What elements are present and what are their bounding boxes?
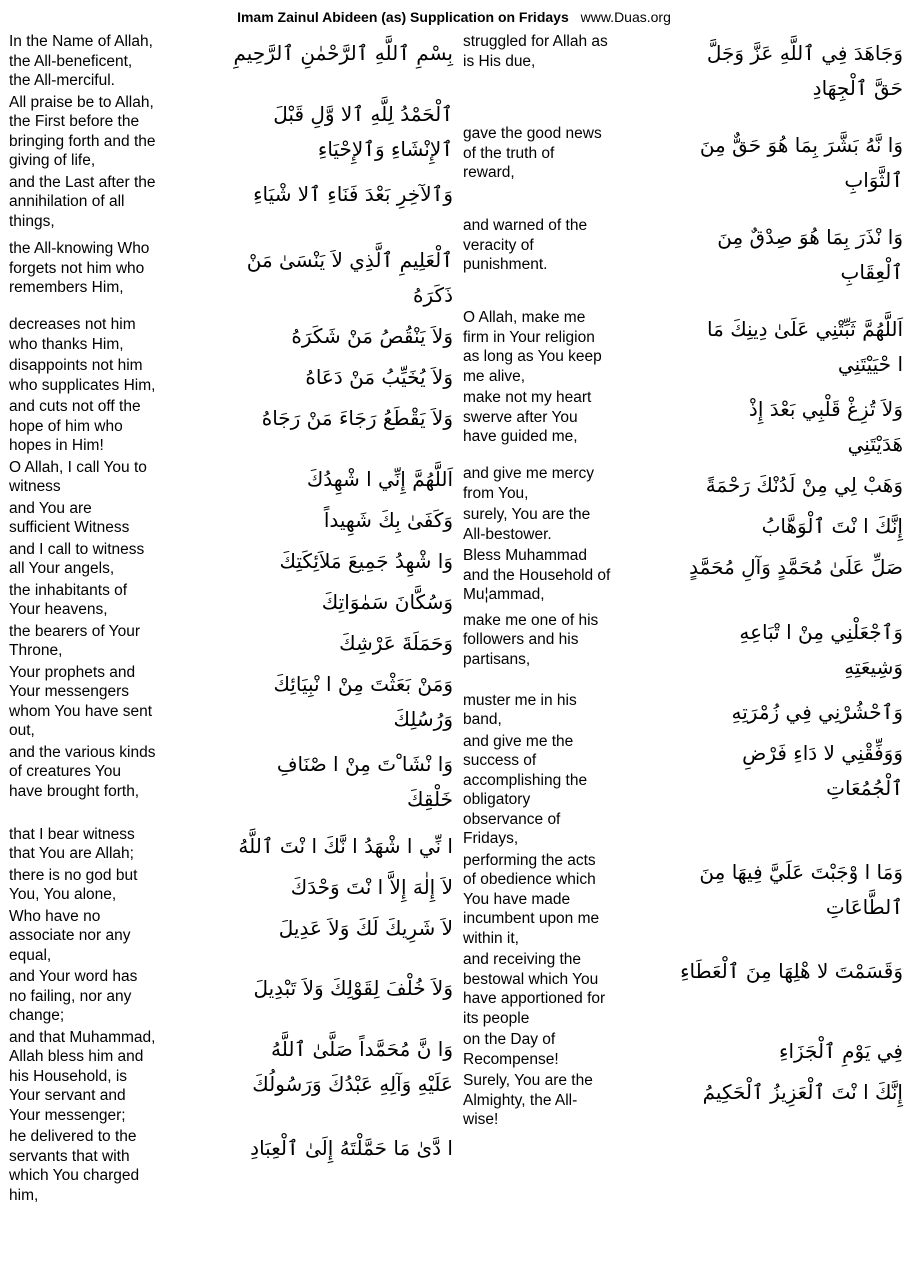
english-translation: and that Muhammad, Allah bless him and his Household, is Your servant and Your messenger;: [9, 1028, 156, 1124]
left-column: [9, 32, 453, 1207]
english-translation: O Allah, make me firm in Your religion as long as You keep me alive,: [463, 309, 602, 385]
english-translation: muster me in his band,: [463, 691, 577, 728]
english-translation: Your prophets and Your messengers whom You have sent out,: [9, 663, 153, 739]
english-translation: surely, You are the All-bestower.: [463, 506, 591, 543]
supplication-row: [463, 1030, 903, 1069]
arabic-text: بِسْمِ ٱللَّهِ ٱلرَّحْمٰنِ ٱلرَّحِيمِ: [233, 41, 453, 65]
english-translation: and cuts not off the hope of him who hopes in Him!: [9, 398, 141, 454]
supplication-row: [463, 216, 903, 290]
english-translation: disappoints not him who supplicates Him,: [9, 357, 156, 394]
arabic-text: لاَ شَرِيكَ لَكَ وَلاَ عَدِيلَ: [278, 915, 453, 940]
english-translation: gave the good news of the truth of reward,: [463, 125, 602, 181]
arabic-text: إِنَّكَ ا نْتَ ٱلْعَزِيزُ ٱلْحَكِيمُ: [702, 1080, 903, 1104]
supplication-row: [9, 907, 453, 966]
page-title: Imam Zainul Abideen (as) Supplication on Fridays: [237, 9, 569, 25]
arabic-text: اَللَّهُمَّ إِنِّي ا شْهِدُكَ: [306, 466, 453, 491]
english-translation: and the Last after the annihilation of all things,: [9, 173, 156, 230]
english-translation: on the Day of Recompense!: [463, 1031, 559, 1068]
supplication-row: [9, 663, 453, 741]
supplication-row: [9, 397, 453, 456]
english-translation: O Allah, I call You to witness: [9, 458, 147, 495]
arabic-text: وَكَفَىٰ بِكَ شَهِيداً: [323, 507, 453, 532]
arabic-text: وَمَنْ بَعَثْتَ مِنْ ا نْبِيَائِكَ وَرُسُلِكَ: [273, 671, 453, 731]
english-translation: In the Name of Allah, the All-beneficent, the All-merciful.: [9, 33, 153, 89]
english-translation: and give me the success of accomplishing the obligatory observance of Fridays,: [463, 732, 588, 847]
supplication-row: [463, 732, 903, 849]
supplication-row: [9, 458, 453, 497]
english-translation: struggled for Allah as is His due,: [463, 33, 608, 70]
arabic-text: وَلاَ يَنْقُصُ مَنْ شَكَرَهُ: [291, 324, 453, 348]
arabic-text: وَسُكَّانَ سَمٰوَاتِكَ: [321, 589, 453, 614]
arabic-text: ٱلْعَلِيمِ ٱلَّذِي لاَ يَنْسَىٰ مَنْ ذَكَرَهُ: [246, 248, 453, 307]
english-translation: performing the acts of obedience which You have made incumbent upon me within it,: [463, 851, 600, 947]
supplication-row: [9, 1028, 453, 1126]
arabic-text: ٱلْحَمْدُ لِلَّهِ ٱلا وَّلِ قَبْلَ ٱلإِنْشَاءِ وَٱلإِحْيَاءِ: [273, 101, 453, 161]
arabic-text: وَٱلآخِرِ بَعْدَ فَنَاءِ ٱلا شْيَاءِ: [253, 181, 453, 206]
supplication-row: [463, 505, 903, 544]
english-translation: and Your word has no failing, nor any change;: [9, 968, 138, 1024]
english-translation: and receiving the bestowal which You have apportioned for its people: [463, 951, 606, 1027]
english-translation: and You are sufficient Witness: [9, 499, 130, 536]
arabic-text: لاَ إِلٰهَ إِلاَّ ا نْتَ وَحْدَكَ: [290, 874, 453, 899]
arabic-text: وَمَا ا وْجَبْتَ عَلَيَّ فِيهَا مِنَ ٱلطَّاعَاتِ: [699, 859, 903, 919]
arabic-text: وَٱحْشُرْنِي فِي زُمْرَتِهِ: [731, 699, 903, 724]
arabic-text: اَللَّهُمَّ ثَبِّتْنِي عَلَىٰ دِينِكَ مَا ا حْيَيْتَنِي: [707, 317, 903, 376]
supplication-row: [9, 967, 453, 1026]
english-translation: and give me mercy from You,: [463, 465, 594, 502]
supplication-row: [9, 315, 453, 354]
english-translation: Surely, You are the Almighty, the All- wise!: [463, 1072, 593, 1128]
supplication-row: [9, 622, 453, 661]
english-translation: Who have no associate nor any equal,: [9, 907, 131, 964]
arabic-text: صَلِّ عَلَىٰ مُحَمَّدٍ وَآلِ مُحَمَّدٍ: [689, 555, 903, 579]
english-translation: and the various kinds of creatures You have brought forth,: [9, 743, 156, 800]
arabic-text: وَجَاهَدَ فِي ٱللَّهِ عَزَّ وَجَلَّ حَقَّ ٱلْجِهَادِ: [706, 41, 903, 100]
english-translation: he delivered to the servants that with which You charged him,: [9, 1128, 140, 1204]
supplication-row: [9, 540, 453, 579]
english-translation: All praise be to Allah, the First before the bringing forth and the giving of life,: [9, 93, 156, 169]
arabic-text: وَا نَّ مُحَمَّداً صَلَّىٰ ٱللَّهُ عَلَيْهِ وَآلِهِ عَبْدُكَ وَرَسُولُكَ: [252, 1036, 453, 1096]
supplication-row: [9, 356, 453, 395]
supplication-row: [463, 691, 903, 730]
arabic-text: وَٱجْعَلْنِي مِنْ ا تْبَاعِهِ وَشِيعَتِهِ: [739, 619, 903, 679]
supplication-row: [463, 950, 903, 1028]
english-translation: the All-knowing Who forgets not him who remembers Him,: [9, 240, 150, 296]
supplication-row: [463, 308, 903, 386]
arabic-text: وَا نْذَرَ بِمَا هُوَ صِدْقٌ مِنَ ٱلْعِقَابِ: [717, 225, 903, 284]
arabic-text: فِي يَوْمِ ٱلْجَزَاءِ: [779, 1039, 903, 1063]
arabic-text: وَحَمَلَةَ عَرْشِكَ: [339, 630, 453, 655]
supplication-row: [463, 1071, 903, 1130]
arabic-text: وَلاَ يَقْطَعُ رَجَاءَ مَنْ رَجَاهُ: [261, 406, 453, 430]
arabic-text: وَقَسَمْتَ لا هْلِهَا مِنَ ٱلْعَطَاءِ: [680, 959, 903, 983]
supplication-row: [9, 1127, 453, 1205]
arabic-text: وَا شْهِدُ جَمِيعَ مَلاَئِكَتِكَ: [279, 548, 453, 573]
supplication-row: [463, 464, 903, 503]
arabic-text: وَلاَ تُزِغْ قَلْبِي بَعْدَ إِذْ هَدَيْتَنِي: [748, 397, 903, 456]
english-translation: Bless Muhammad and the Household of Mu¦ammad,: [463, 547, 611, 603]
english-translation: there is no god but You, You alone,: [9, 866, 138, 903]
arabic-text: وَلاَ يُخَيِّبُ مَنْ دَعَاهُ: [305, 365, 453, 389]
supplication-row: [9, 499, 453, 538]
supplication-row: [463, 611, 903, 685]
english-translation: and warned of the veracity of punishment.: [463, 217, 588, 273]
arabic-text: ا دَّىٰ مَا حَمَّلْتَهُ إِلَىٰ ٱلْعِبَادِ: [250, 1136, 453, 1160]
supplication-row: [9, 825, 453, 864]
arabic-text: وَا نْشَا ْتَ مِنْ ا صْنَافِ خَلْقِكَ: [276, 751, 453, 811]
supplication-row: [9, 32, 453, 91]
supplication-row: [9, 581, 453, 620]
right-column: [463, 32, 903, 1132]
arabic-text: وَوَفِّقْنِي لا دَاءِ فَرْضِ ٱلْجُمُعَاتِ: [742, 740, 903, 800]
arabic-text: وَلاَ خُلْفَ لِقَوْلِكَ وَلاَ تَبْدِيلَ: [253, 976, 453, 1000]
english-translation: that I bear witness that You are Allah;: [9, 825, 135, 862]
arabic-text: إِنَّكَ ا نْتَ ٱلْوَهَّابُ: [761, 514, 903, 538]
supplication-row: [9, 743, 453, 817]
english-translation: and I call to witness all Your angels,: [9, 540, 145, 577]
arabic-text: وَا نَّهُ بَشَّرَ بِمَا هُوَ حَقٌّ مِنَ ٱلثَّوَابِ: [699, 133, 903, 192]
english-translation: the bearers of Your Throne,: [9, 622, 140, 659]
supplication-row: [463, 851, 903, 949]
supplication-row: [9, 866, 453, 905]
arabic-text: ا نِّي ا شْهَدُ ا نَّكَ ا نْتَ ٱللَّهُ: [238, 833, 453, 858]
supplication-row: [463, 124, 903, 198]
page-header: [0, 8, 908, 26]
english-translation: decreases not him who thanks Him,: [9, 316, 136, 353]
supplication-row: [9, 239, 453, 313]
supplication-row: [9, 93, 453, 171]
supplication-row: [463, 32, 903, 106]
english-translation: make me one of his followers and his partisans,: [463, 611, 599, 668]
english-translation: the inhabitants of Your heavens,: [9, 581, 128, 618]
supplication-row: [463, 546, 903, 605]
supplication-row: [463, 388, 903, 462]
arabic-text: وَهَبْ لِي مِنْ لَدُنْكَ رَحْمَةً: [705, 473, 903, 497]
supplication-row: [9, 173, 453, 232]
site-name: www.Duas.org: [580, 9, 671, 25]
english-translation: make not my heart swerve after You have guided me,: [463, 389, 592, 445]
